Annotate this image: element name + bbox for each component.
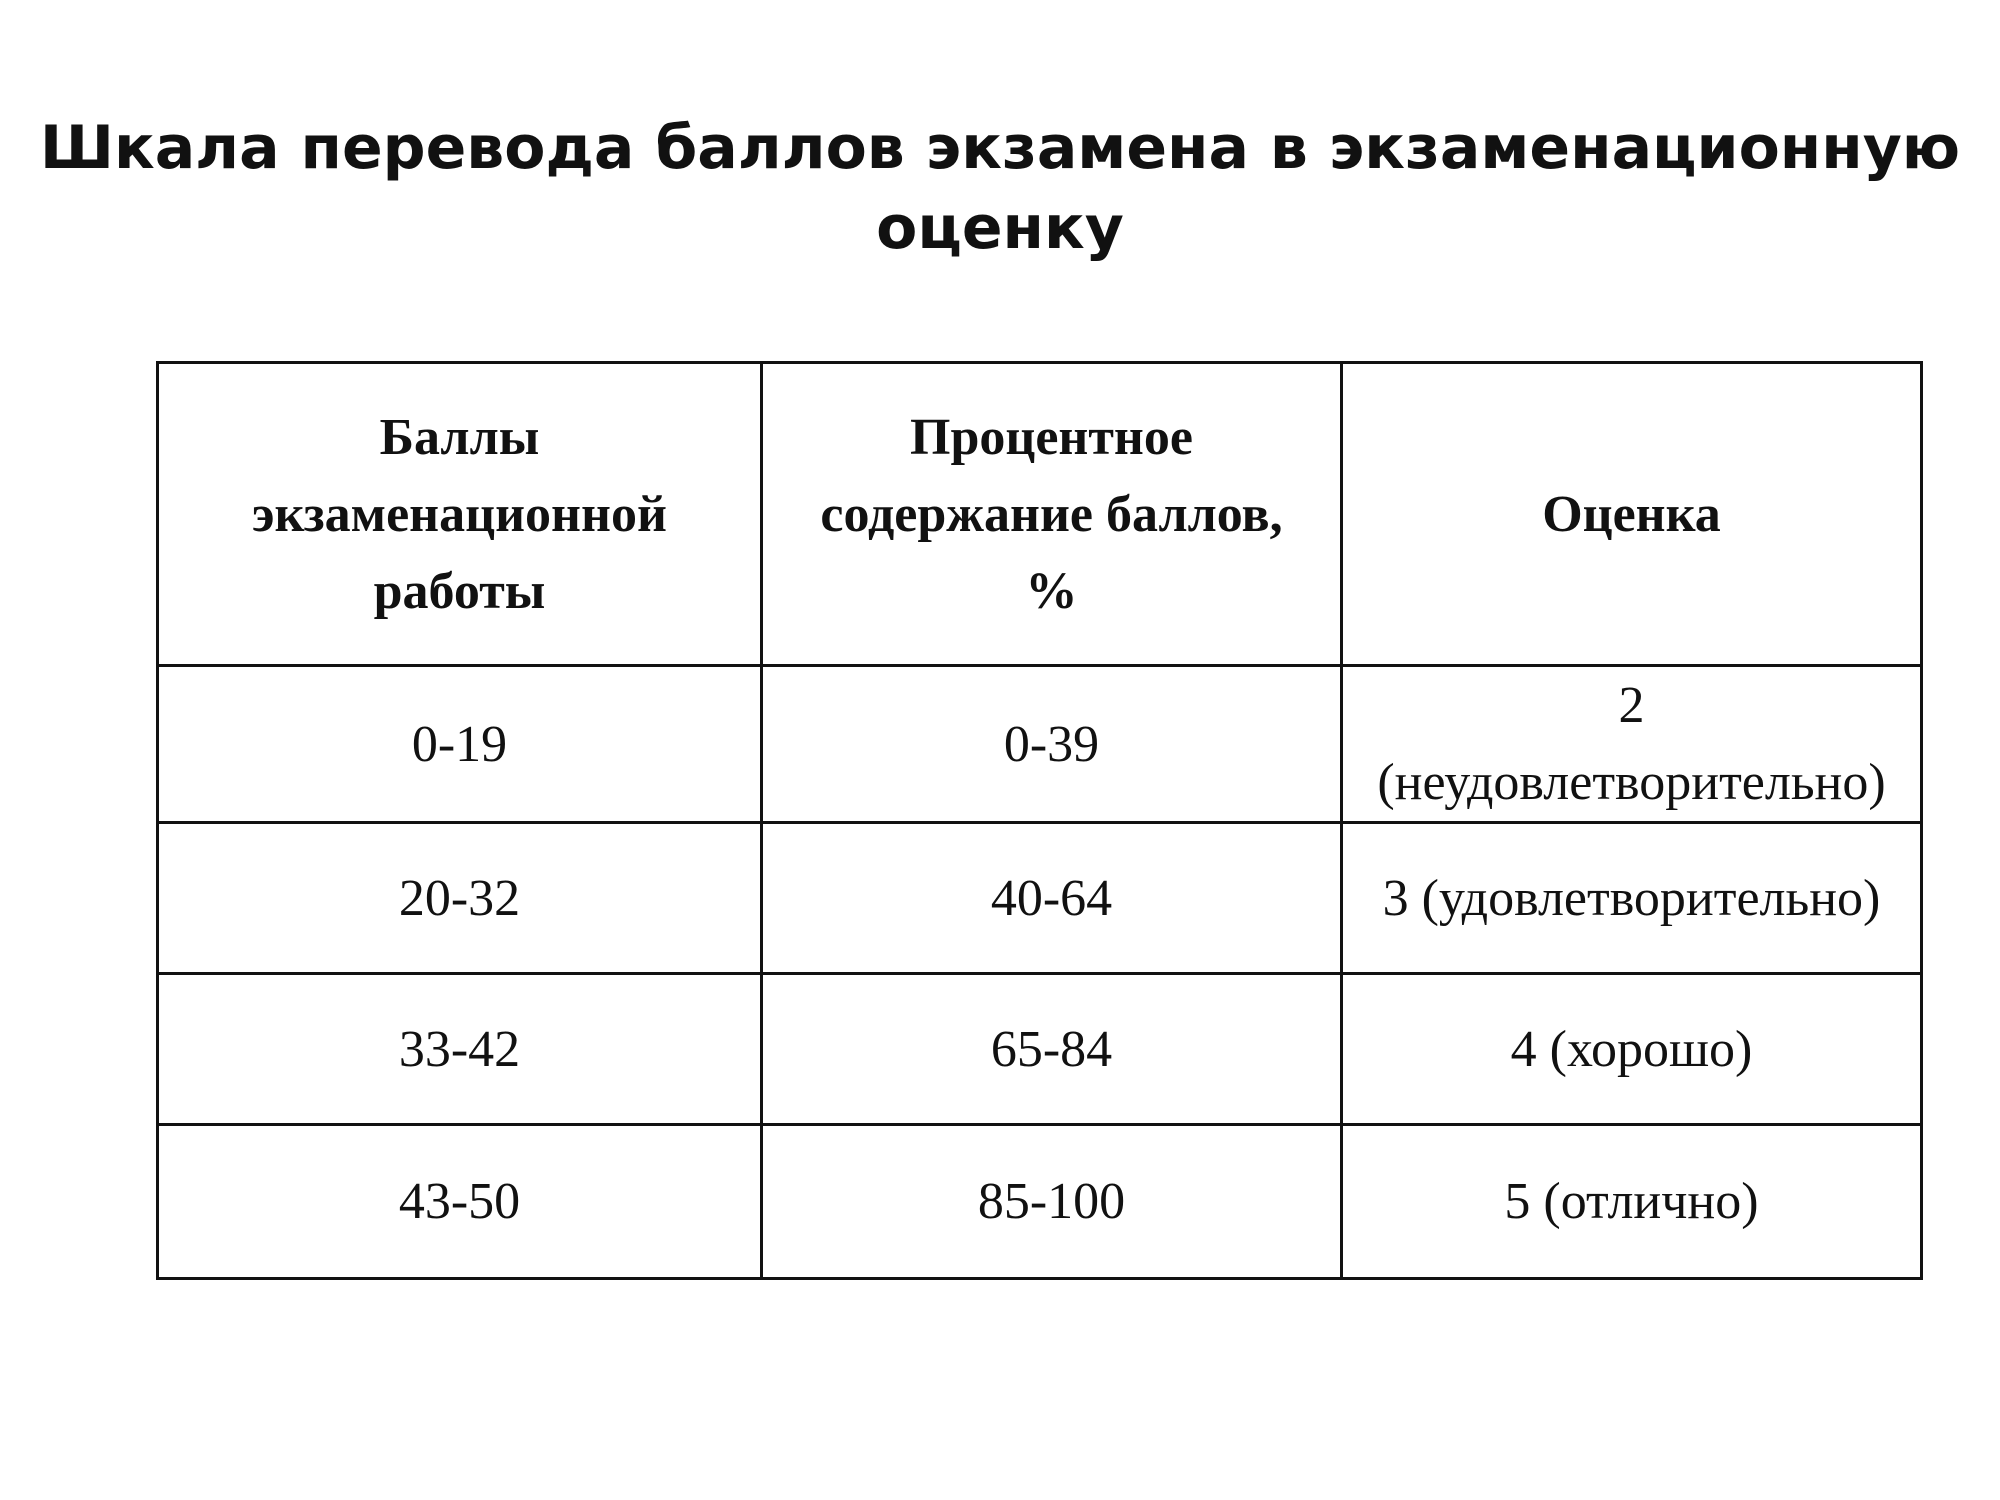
header-points-line: Баллы: [379, 408, 540, 466]
header-points-line: работы: [373, 562, 546, 620]
cell-grade-line: 2: [1618, 677, 1645, 734]
table-row: [158, 666, 1922, 823]
cell-grade: [1342, 666, 1922, 823]
cell-grade-line: 3 (удовлетворительно): [1382, 869, 1881, 927]
header-percent-line: Процентное: [910, 408, 1193, 466]
header-grade: [1342, 363, 1922, 666]
page-title-line-2: оценку: [876, 193, 1124, 263]
grade-scale-table: [156, 361, 1923, 1280]
cell-grade-line: (неудовлетворительно): [1377, 754, 1886, 811]
table-row: [158, 974, 1922, 1125]
cell-grade-line: 4 (хорошо): [1510, 1020, 1753, 1078]
cell-percent: 85-100: [762, 1125, 1342, 1279]
cell-points: 33-42: [158, 974, 762, 1125]
cell-grade: [1342, 823, 1922, 974]
table-header-row: [158, 363, 1922, 666]
table-row: [158, 823, 1922, 974]
header-percent-line: %: [1025, 562, 1078, 620]
cell-grade: [1342, 1125, 1922, 1279]
cell-grade: [1342, 974, 1922, 1125]
header-percent: [762, 363, 1342, 666]
cell-percent: 65-84: [762, 974, 1342, 1125]
header-points: [158, 363, 762, 666]
header-grade-line: Оценка: [1542, 485, 1721, 543]
page-title: [0, 108, 2000, 268]
cell-percent: 0-39: [762, 666, 1342, 823]
cell-points: 0-19: [158, 666, 762, 823]
cell-points: 20-32: [158, 823, 762, 974]
header-percent-line: содержание баллов,: [820, 485, 1283, 543]
cell-percent: 40-64: [762, 823, 1342, 974]
header-points-line: экзаменационной: [252, 485, 667, 543]
page-title-line-1: Шкала перевода баллов экзамена в экзаменационную: [39, 113, 1961, 183]
table-row: [158, 1125, 1922, 1279]
cell-grade-line: 5 (отлично): [1504, 1173, 1759, 1230]
cell-points: 43-50: [158, 1125, 762, 1279]
